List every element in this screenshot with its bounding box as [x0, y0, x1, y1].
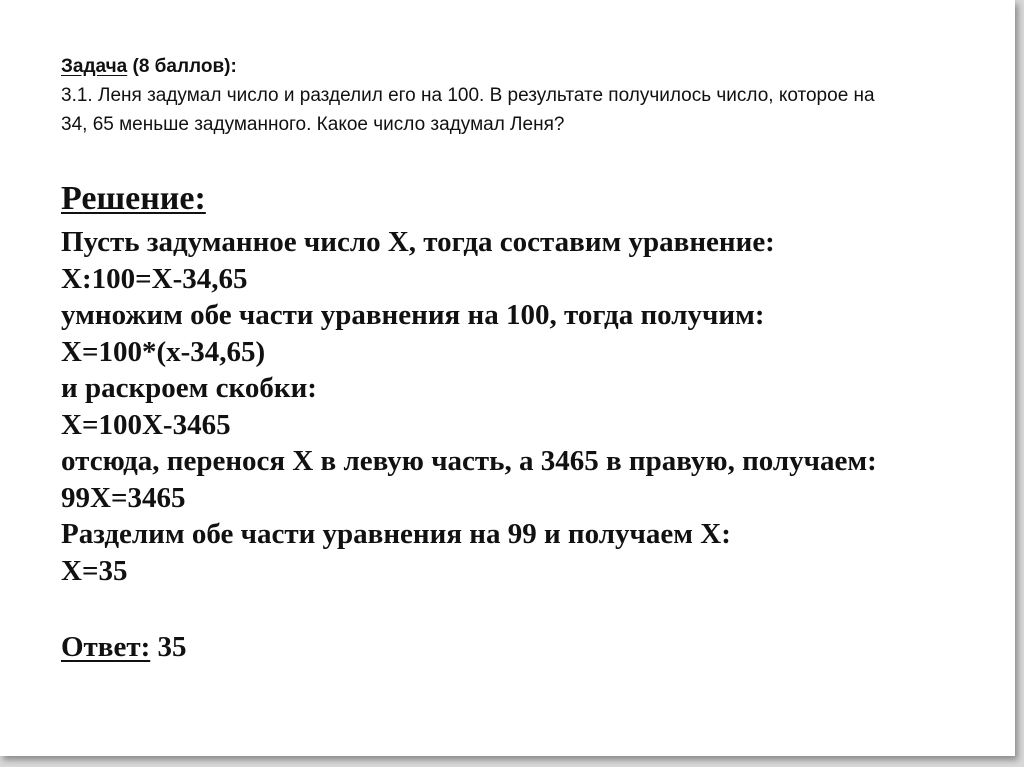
task-title: Задача	[61, 56, 128, 77]
solution-line: X=35	[61, 554, 128, 587]
solution-title: Решение:	[61, 180, 206, 217]
solution-line: X:100=X-34,65	[61, 262, 248, 295]
task-points: (8 баллов):	[127, 56, 237, 77]
solution-line: отсюда, перенося X в левую часть, а 3465 в правую, получаем:	[61, 445, 877, 477]
solution-block	[61, 174, 991, 589]
solution-line: 99X=3465	[61, 481, 186, 514]
answer-value: 35	[150, 631, 187, 663]
solution-line: X=100*(x-34,65)	[61, 335, 266, 368]
solution-line: X=100X-3465	[61, 408, 231, 441]
answer-label: Ответ:	[61, 631, 151, 663]
solution-line: Разделим обе части уравнения на 99 и получаем X:	[61, 518, 731, 550]
task-heading	[61, 52, 961, 81]
task-text-line-1: 3.1. Леня задумал число и разделил его на 100. В результате получилось число, которое на	[61, 85, 875, 106]
solution-line: и раскроем скобки:	[61, 372, 317, 404]
answer-block	[61, 627, 187, 667]
solution-line: Пусть задуманное число X, тогда составим уравнение:	[61, 226, 775, 258]
solution-line: умножим обе части уравнения на 100, тогда получим:	[61, 299, 765, 331]
task-block	[61, 52, 961, 139]
task-text-line-2: 34, 65 меньше задуманного. Какое число задумал Леня?	[61, 114, 565, 135]
